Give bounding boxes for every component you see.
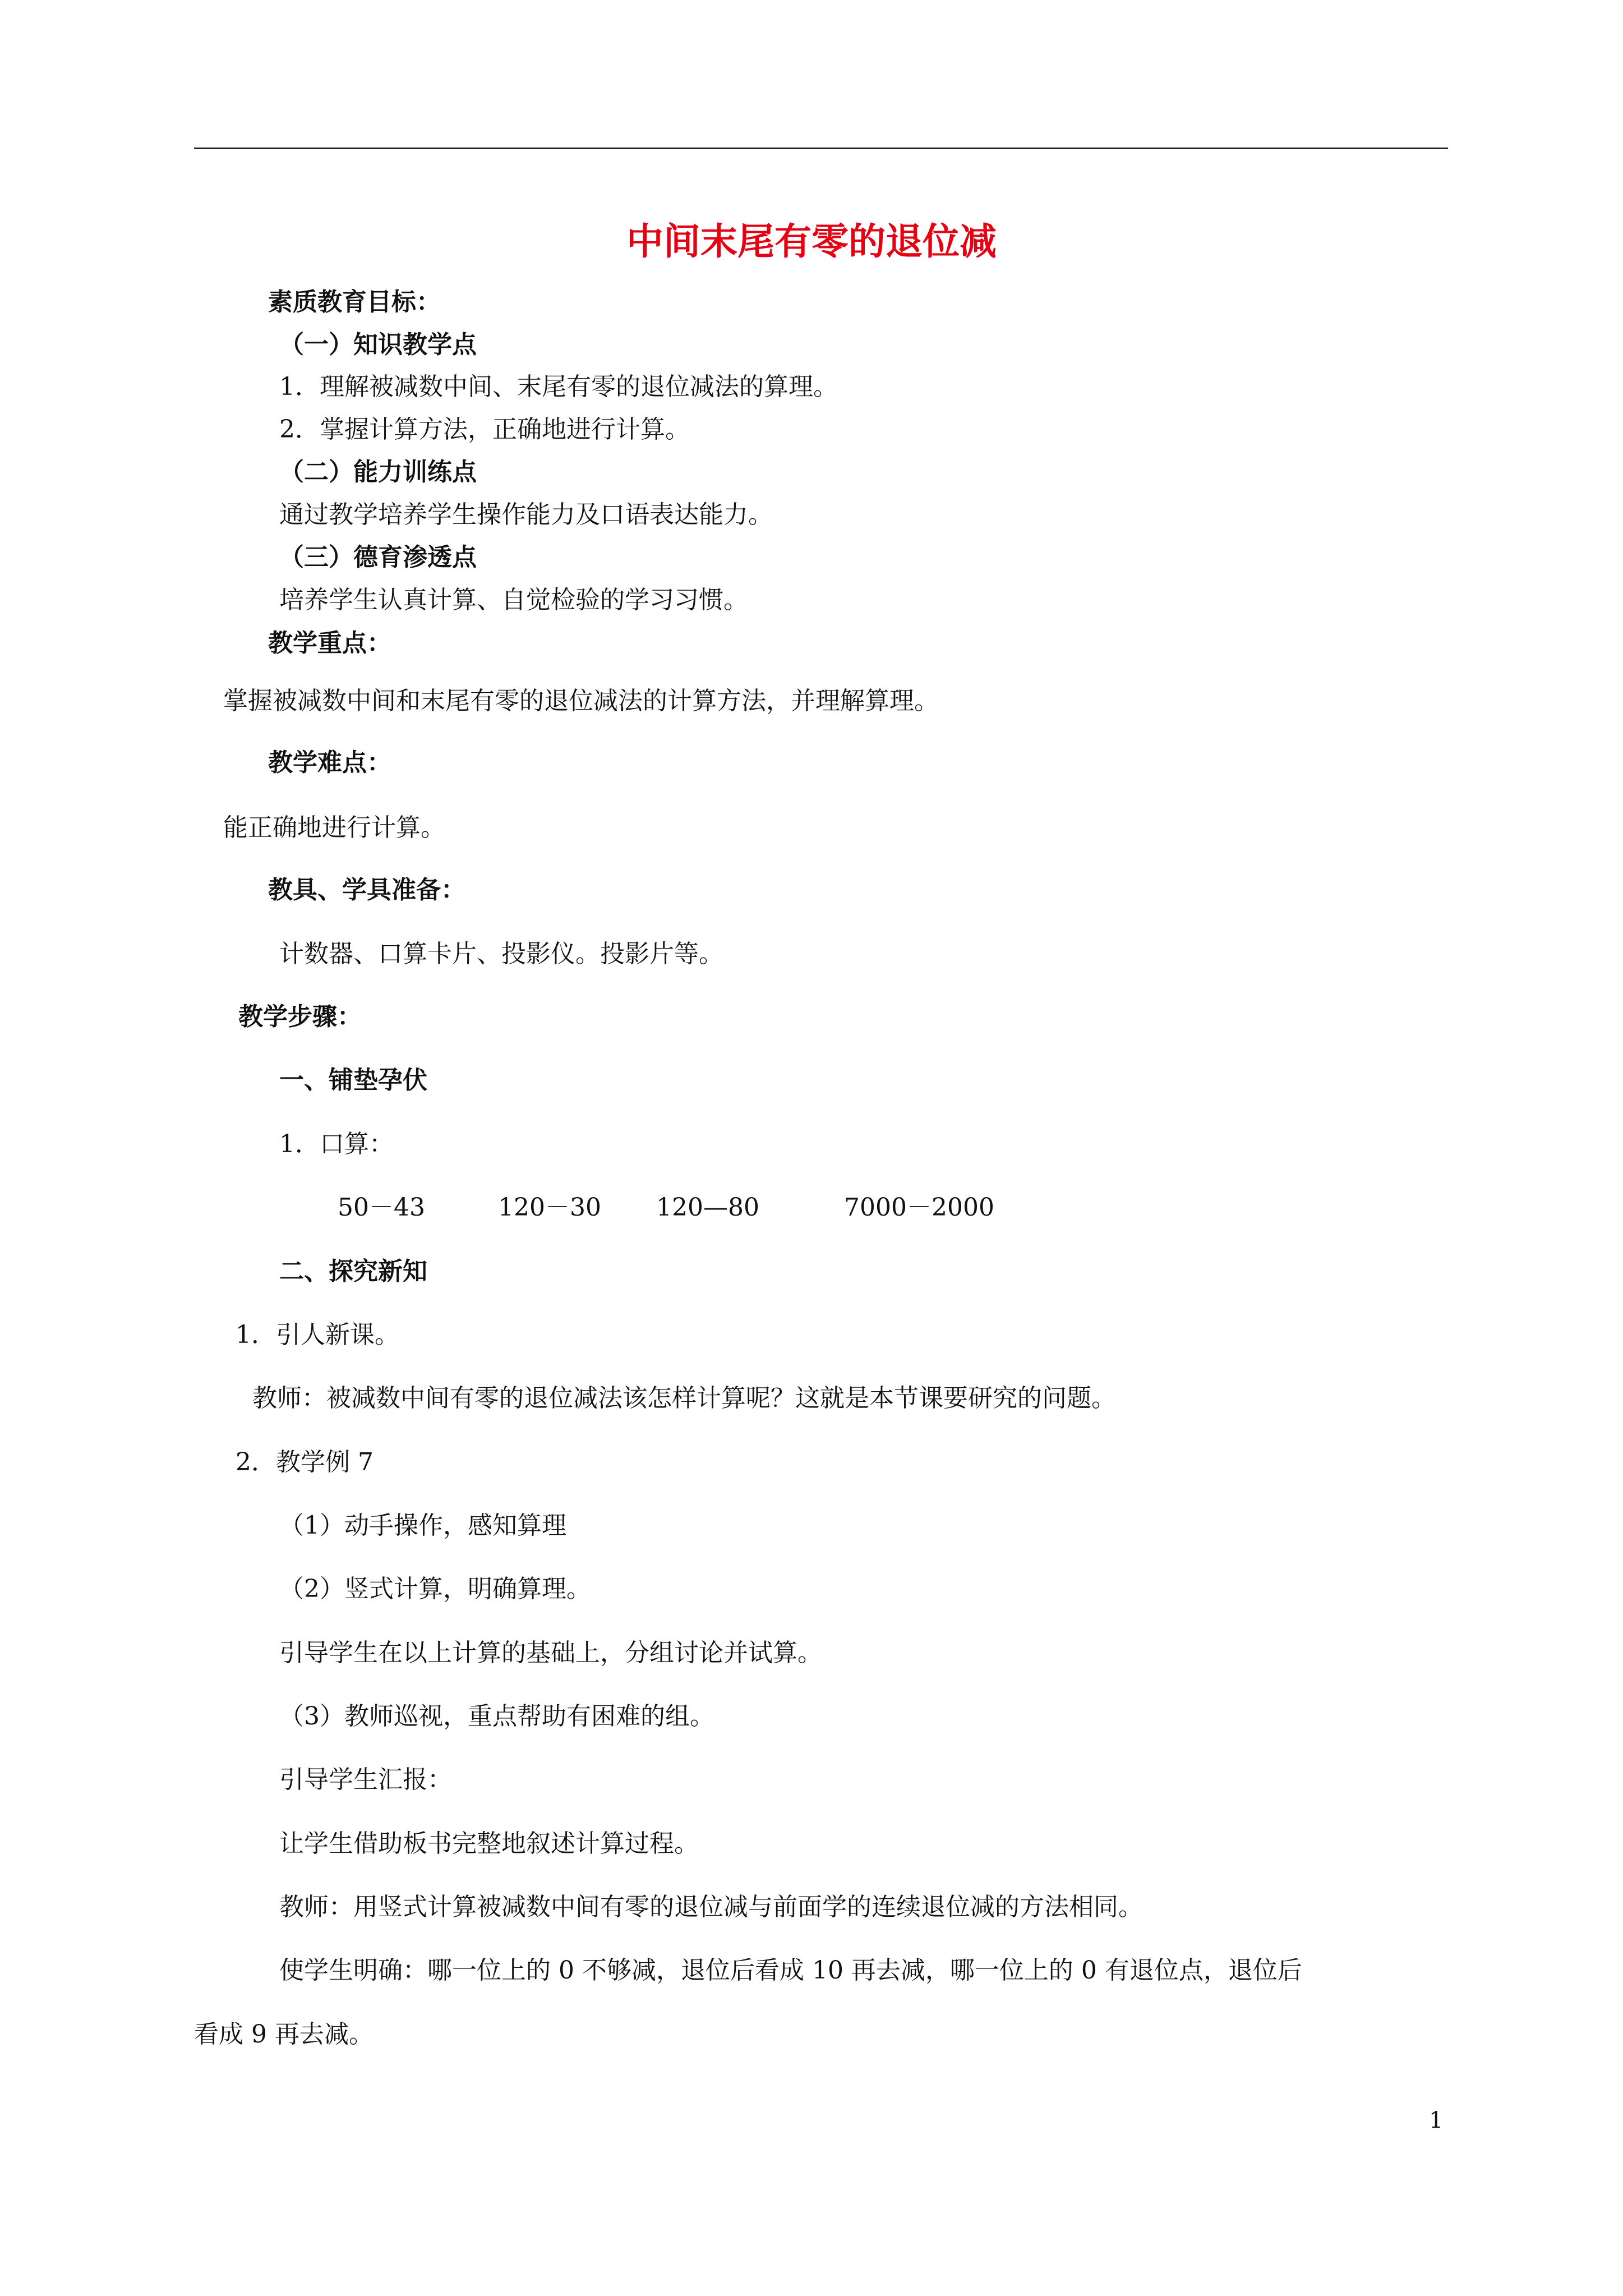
key-point-heading: 教学重点：: [268, 629, 391, 657]
steps-heading: 教学步骤：: [238, 1002, 362, 1031]
part1-heading: 一、铺垫孕伏: [279, 1066, 427, 1094]
difficulty-text: 能正确地进行计算。: [223, 813, 445, 842]
part2-heading: 二、探究新知: [279, 1257, 427, 1286]
oral-calc-4: 7000－2000: [844, 1193, 994, 1222]
clarify-line-1: 使学生明确：哪一位上的 0 不够减，退位后看成 10 再去减，哪一位上的 0 有退位点，退位后: [279, 1956, 1302, 1985]
oral-calc-2: 120－30: [498, 1193, 601, 1222]
goals-heading: 素质教育目标：: [268, 288, 441, 316]
ability-heading: （二）能力训练点: [279, 458, 477, 486]
moral-text: 培养学生认真计算、自觉检验的学习习惯。: [279, 586, 748, 614]
teacher-note: 教师：用竖式计算被减数中间有零的退位减与前面学的连续退位减的方法相同。: [279, 1893, 1143, 1921]
oral-calc-1: 50－43: [338, 1193, 425, 1222]
document-title: 中间末尾有零的退位减: [626, 219, 997, 263]
key-point-text: 掌握被减数中间和末尾有零的退位减法的计算方法，并理解算理。: [223, 687, 939, 715]
knowledge-item-2: 2．掌握计算方法，正确地进行计算。: [279, 415, 690, 444]
guide-2: 引导学生汇报：: [279, 1765, 452, 1794]
materials-heading: 教具、学具准备：: [268, 876, 465, 904]
sub-step-2: （2）竖式计算，明确算理。: [279, 1575, 591, 1603]
oral-calc-3: 120—80: [656, 1193, 759, 1222]
difficulty-heading: 教学难点：: [268, 748, 391, 777]
guide-1: 引导学生在以上计算的基础上，分组讨论并试算。: [279, 1639, 822, 1667]
materials-text: 计数器、口算卡片、投影仪。投影片等。: [279, 940, 723, 968]
knowledge-heading: （一）知识教学点: [279, 330, 477, 359]
item1: 1．引人新课。: [236, 1320, 399, 1349]
sub-step-3: （3）教师巡视，重点帮助有困难的组。: [279, 1702, 714, 1731]
knowledge-item-1: 1．理解被减数中间、末尾有零的退位减法的算理。: [279, 372, 838, 401]
clarify-line-2: 看成 9 再去减。: [194, 2020, 374, 2049]
header-rule: [194, 148, 1448, 149]
sub-step-1: （1）动手操作，感知算理: [279, 1511, 566, 1540]
ability-text: 通过教学培养学生操作能力及口语表达能力。: [279, 500, 773, 529]
item1-teacher: 教师：被减数中间有零的退位减法该怎样计算呢？这就是本节课要研究的问题。: [252, 1384, 1116, 1412]
retell: 让学生借助板书完整地叙述计算过程。: [279, 1829, 699, 1858]
page-number: 1: [1429, 2108, 1444, 2133]
moral-heading: （三）德育渗透点: [279, 543, 477, 572]
oral-calc-label: 1．口算：: [279, 1130, 394, 1158]
item2: 2．教学例 7: [236, 1448, 374, 1476]
